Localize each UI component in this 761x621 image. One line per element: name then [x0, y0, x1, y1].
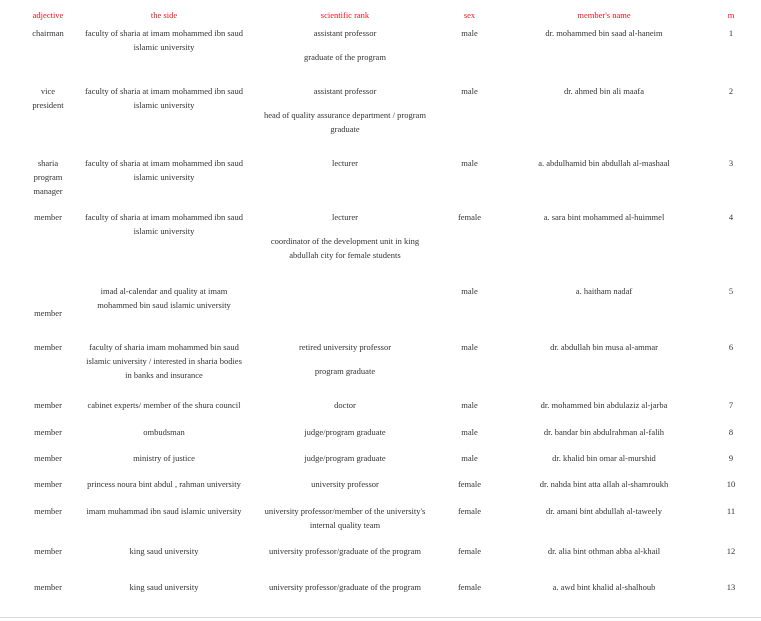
cell-m: 9: [728, 453, 734, 463]
cell-member-name: dr. mohammed bin abdulaziz al-jarba: [540, 400, 668, 410]
cell-member-name: a. abdulhamid bin abdullah al-mashaal: [538, 158, 670, 168]
cell-line: program graduate: [314, 366, 376, 376]
cell-adjective: [16, 210, 80, 284]
cell-member-name: dr. ahmed bin ali maafa: [563, 86, 644, 96]
spacer: [248, 224, 442, 234]
cell-line: in banks and insurance: [125, 370, 203, 380]
cell-line: coordinator of the development unit in king: [270, 236, 420, 246]
cell-m: 1: [728, 28, 734, 38]
cell-adjective: [16, 580, 80, 614]
cell-line: ombudsman: [143, 427, 185, 437]
cell-line: manager: [33, 186, 63, 196]
cell-side: [80, 156, 248, 210]
cell-side: [80, 451, 248, 477]
cell-adjective: [16, 156, 80, 210]
cell-side: [80, 210, 248, 284]
cell-line: faculty of sharia at imam mohammed ibn saud: [85, 28, 243, 38]
cell-sex: female: [457, 506, 482, 516]
cell-m: 5: [728, 286, 734, 296]
cell-member-name: dr. abdullah bin musa al-ammar: [550, 342, 658, 352]
cell-line: program: [33, 172, 63, 182]
table-row: [16, 156, 751, 210]
cell-line: ministry of justice: [133, 453, 195, 463]
table-row: [16, 504, 751, 544]
cell-member-name: dr. khalid bin omar al-murshid: [552, 453, 656, 463]
cell-member-name: dr. bandar bin abdulrahman al-falih: [543, 427, 665, 437]
cell-sex: male: [461, 400, 478, 410]
cell-scientific-rank: [248, 544, 442, 580]
cell-scientific-rank: [248, 26, 442, 84]
spacer: [248, 40, 442, 50]
cell-m: 2: [728, 86, 734, 96]
cell-line: islamic university: [133, 172, 195, 182]
cell-line: member: [34, 342, 62, 352]
cell-line: member: [34, 427, 62, 437]
cell-line: cabinet experts/ member of the shura council: [87, 400, 241, 410]
header-adjective: adjective: [32, 10, 64, 20]
cell-member-name: dr. amani bint abdullah al-taweely: [546, 506, 662, 516]
cell-adjective: [16, 84, 80, 156]
cell-m: 4: [728, 212, 734, 222]
cell-line: imad al-calendar and quality at imam: [100, 286, 228, 296]
cell-scientific-rank: [248, 504, 442, 544]
bottom-rule: [0, 617, 761, 618]
cell-adjective: [16, 425, 80, 451]
cell-line: member: [34, 308, 62, 318]
cell-m: 13: [726, 582, 736, 592]
cell-adjective: [16, 451, 80, 477]
cell-line: islamic university / interested in sharia bodies: [86, 356, 242, 366]
spacer: [248, 354, 442, 364]
cell-line: islamic university: [133, 42, 195, 52]
cell-sex: male: [461, 158, 478, 168]
cell-line: abdullah city for female students: [289, 250, 401, 260]
cell-line: assistant professor: [313, 86, 377, 96]
cell-side: [80, 26, 248, 84]
header-side: the side: [150, 10, 178, 20]
cell-line: lecturer: [332, 212, 358, 222]
cell-line: member: [34, 212, 62, 222]
cell-side: [80, 84, 248, 156]
cell-member-name: dr. mohammed bin saad al-haneim: [545, 28, 663, 38]
cell-scientific-rank: [248, 398, 442, 425]
cell-line: islamic university: [133, 226, 195, 236]
cell-adjective: [16, 544, 80, 580]
header-member-name: member's name: [577, 10, 631, 20]
cell-line: graduate: [330, 124, 360, 134]
cell-scientific-rank: [248, 284, 442, 340]
table-row: [16, 425, 751, 451]
cell-m: 8: [728, 427, 734, 437]
cell-side: [80, 580, 248, 614]
cell-side: [80, 425, 248, 451]
cell-scientific-rank: [248, 156, 442, 210]
cell-line: king saud university: [129, 546, 199, 556]
cell-adjective: [16, 504, 80, 544]
cell-scientific-rank: [248, 477, 442, 504]
cell-line: chairman: [32, 28, 64, 38]
cell-sex: female: [457, 479, 482, 489]
committee-members-table: [16, 4, 751, 614]
cell-member-name: dr. alia bint othman abba al-khail: [547, 546, 661, 556]
cell-line: vice: [40, 86, 56, 96]
cell-adjective: [16, 398, 80, 425]
header-sex: sex: [463, 10, 476, 20]
cell-adjective: [16, 26, 80, 84]
cell-side: [80, 398, 248, 425]
cell-line: imam muhammad ibn saud islamic university: [86, 506, 242, 516]
cell-adjective: [16, 284, 80, 340]
cell-line: head of quality assurance department / program: [264, 110, 426, 120]
cell-side: [80, 477, 248, 504]
cell-line: member: [34, 506, 62, 516]
cell-line: faculty of sharia imam mohammed bin saud: [89, 342, 239, 352]
cell-line: member: [34, 546, 62, 556]
cell-line: university professor/graduate of the program: [268, 546, 421, 556]
cell-line: judge/program graduate: [304, 453, 386, 463]
cell-line: president: [32, 100, 64, 110]
header-m: m: [727, 10, 735, 20]
table-row: [16, 544, 751, 580]
cell-line: university professor/member of the university's: [264, 506, 426, 516]
table-row: [16, 340, 751, 398]
cell-line: member: [34, 582, 62, 592]
cell-sex: male: [461, 427, 478, 437]
cell-scientific-rank: [248, 451, 442, 477]
cell-line: islamic university: [133, 100, 195, 110]
cell-side: [80, 544, 248, 580]
cell-scientific-rank: [248, 210, 442, 284]
cell-line: university professor: [311, 479, 379, 489]
cell-line: retired university professor: [298, 342, 392, 352]
cell-m: 11: [726, 506, 736, 516]
cell-line: assistant professor: [313, 28, 377, 38]
cell-m: 6: [728, 342, 734, 352]
cell-side: [80, 504, 248, 544]
cell-adjective: [16, 477, 80, 504]
cell-sex: male: [461, 28, 478, 38]
table-row: [16, 451, 751, 477]
cell-adjective: [16, 340, 80, 398]
table-row: [16, 398, 751, 425]
cell-line: faculty of sharia at imam mohammed ibn saud: [85, 158, 243, 168]
table-row: [16, 580, 751, 614]
cell-line: sharia: [37, 158, 59, 168]
cell-line: member: [34, 479, 62, 489]
cell-line: doctor: [334, 400, 356, 410]
cell-m: 3: [728, 158, 734, 168]
table-row: [16, 84, 751, 156]
cell-member-name: a. haitham nadaf: [575, 286, 633, 296]
cell-line: graduate of the program: [304, 52, 386, 62]
cell-sex: male: [461, 86, 478, 96]
cell-line: judge/program graduate: [304, 427, 386, 437]
header-scientific-rank: scientific rank: [320, 10, 370, 20]
header-row: [16, 4, 751, 26]
cell-scientific-rank: [248, 580, 442, 614]
cell-sex: female: [457, 212, 482, 222]
cell-member-name: dr. nahda bint atta allah al-shamroukh: [539, 479, 669, 489]
table-row: [16, 210, 751, 284]
cell-sex: female: [457, 546, 482, 556]
cell-m: 12: [726, 546, 736, 556]
cell-sex: male: [461, 453, 478, 463]
cell-line: member: [34, 453, 62, 463]
cell-sex: male: [461, 342, 478, 352]
cell-line: king saud university: [129, 582, 199, 592]
cell-scientific-rank: [248, 340, 442, 398]
table-row: [16, 477, 751, 504]
cell-line: internal quality team: [309, 520, 381, 530]
cell-line: member: [34, 400, 62, 410]
spacer: [248, 98, 442, 108]
cell-scientific-rank: [248, 425, 442, 451]
cell-member-name: a. awd bint khalid al-shalhoub: [552, 582, 656, 592]
table-row: [16, 26, 751, 84]
cell-m: 10: [726, 479, 736, 489]
cell-sex: female: [457, 582, 482, 592]
cell-sex: male: [461, 286, 478, 296]
cell-side: [80, 284, 248, 340]
cell-member-name: a. sara bint mohammed al-huimmel: [543, 212, 665, 222]
table-row: [16, 284, 751, 340]
cell-line: princess noura bint abdul , rahman university: [87, 479, 241, 489]
cell-line: mohammed bin saud islamic university: [97, 300, 231, 310]
cell-line: faculty of sharia at imam mohammed ibn saud: [85, 212, 243, 222]
cell-line: faculty of sharia at imam mohammed ibn saud: [85, 86, 243, 96]
cell-line: university professor/graduate of the program: [268, 582, 421, 592]
cell-m: 7: [728, 400, 734, 410]
cell-side: [80, 340, 248, 398]
cell-line: lecturer: [332, 158, 358, 168]
cell-scientific-rank: [248, 84, 442, 156]
